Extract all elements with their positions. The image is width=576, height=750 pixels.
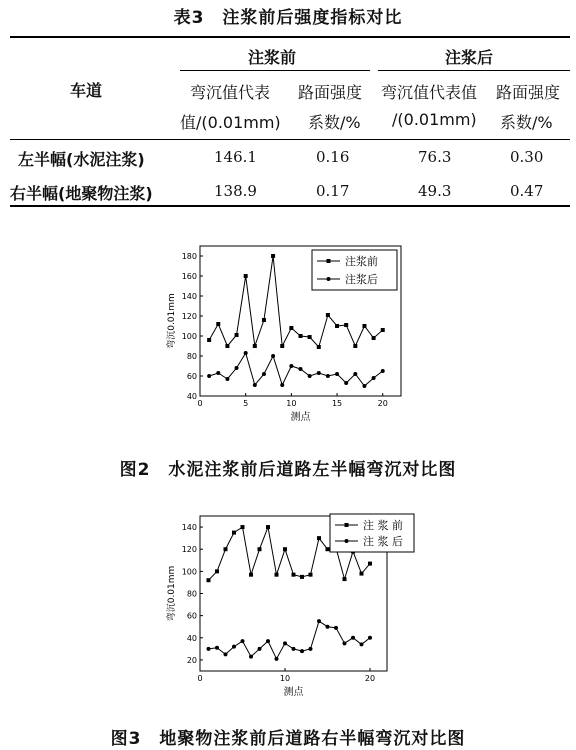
legend-marker [327,259,331,263]
data-point [360,642,364,646]
fig2-caption: 图2 水泥注浆前后道路左半幅弯沉对比图 [119,460,457,480]
data-point [360,572,364,576]
fig3-chart [150,508,420,708]
y-tick-label: 140 [181,292,197,301]
data-point [258,547,262,551]
data-point [299,334,303,338]
y-tick-label: 100 [181,567,197,577]
table-title: 表3 注浆前后强度指标对比 [173,8,403,28]
data-point [368,562,372,566]
y-tick-label: 20 [186,655,197,665]
y-tick-label: 60 [186,372,197,381]
legend-label: 注浆前 [345,255,378,268]
data-point [372,336,376,340]
data-point [372,376,376,380]
table-bottom-rule [10,205,570,207]
data-point [308,374,312,378]
data-point [326,547,330,551]
row-lane-left: 左半幅(水泥注浆) [18,150,145,169]
data-point [317,619,321,623]
data-point [289,364,293,368]
data-point [275,573,279,577]
data-point [351,636,355,640]
data-point [353,372,357,376]
data-point [368,636,372,640]
x-tick-label: 20 [377,399,388,408]
data-point [244,351,248,355]
before-deflection-header-line1: 弯沉值代表 [190,83,271,102]
data-point [262,372,266,376]
y-tick-label: 140 [181,523,197,533]
data-point [335,372,339,376]
data-point [317,345,321,349]
row-left-after-deflection: 76.3 [418,148,452,166]
data-point [289,326,293,330]
lane-header: 车道 [70,81,103,100]
x-tick-label: 15 [331,399,343,408]
data-point [343,641,347,645]
data-point [235,333,239,337]
x-tick-label: 0 [197,674,203,683]
y-tick-label: 180 [181,252,197,261]
data-point [207,647,211,651]
y-axis-label: 弯沉0.01mm [167,293,177,349]
data-point [381,369,385,373]
data-point [262,318,266,322]
table-header-rule-after [378,70,570,71]
fig2-chart [150,238,420,438]
data-point [300,649,304,653]
fig3-caption: 图3 地聚物注浆前后道路右半幅弯沉对比图 [110,729,466,749]
y-tick-label: 40 [186,392,197,401]
data-point [207,338,211,342]
data-point [292,573,296,577]
data-point [344,323,348,327]
data-point [225,344,229,348]
data-point [283,641,287,645]
x-tick-label: 10 [279,674,291,683]
legend-marker [345,539,349,543]
legend-label: 注 浆 后 [363,535,403,548]
x-tick-label: 20 [364,674,376,683]
data-point [224,652,228,656]
row-left-before-strength: 0.16 [316,148,350,166]
data-point [216,322,220,326]
data-point [308,335,312,339]
data-point [241,525,245,529]
before-header: 注浆前 [248,48,297,67]
data-point [335,324,339,328]
data-point [353,344,357,348]
after-strength-header-line1: 路面强度 [496,83,561,102]
data-point [343,577,347,581]
data-point [309,573,313,577]
data-point [249,573,253,577]
data-point [292,647,296,651]
row-right-before-strength: 0.17 [316,182,350,200]
data-point [232,645,236,649]
legend-label: 注浆后 [345,273,378,286]
data-point [215,646,219,650]
x-tick-label: 10 [286,399,297,408]
x-tick-label: 5 [243,399,249,408]
after-strength-header-line2: 系数/% [500,113,553,132]
data-point [235,366,239,370]
data-point [225,377,229,381]
data-point [216,371,220,375]
y-tick-label: 160 [181,272,197,281]
row-left-before-deflection: 146.1 [214,148,257,166]
data-point [253,344,257,348]
data-point [300,575,304,579]
table-header-rule-before [180,70,370,71]
table-mid-rule [10,139,570,140]
data-point [275,657,279,661]
y-tick-label: 100 [181,332,197,341]
data-point [362,324,366,328]
row-right-after-deflection: 49.3 [418,182,452,200]
row-right-after-strength: 0.47 [510,182,544,200]
x-axis-label: 测点 [290,412,311,423]
table-top-rule [10,36,570,38]
data-point [249,655,253,659]
data-point [271,254,275,258]
y-axis-label: 弯沉0.01mm [167,565,177,622]
series-line-2 [209,621,371,659]
x-tick-label: 0 [197,399,203,408]
data-point [299,367,303,371]
data-point [326,313,330,317]
data-point [326,625,330,629]
data-point [317,536,321,540]
data-point [271,354,275,358]
after-deflection-header-line2: /(0.01mm) [392,110,477,129]
row-left-after-strength: 0.30 [510,148,544,166]
legend-label: 注 浆 前 [363,519,403,532]
before-strength-header-line2: 系数/% [308,113,361,132]
y-tick-label: 40 [186,633,197,643]
data-point [224,547,228,551]
data-point [334,626,338,630]
y-tick-label: 120 [181,312,197,321]
row-lane-right: 右半幅(地聚物注浆) [10,184,153,203]
data-point [207,578,211,582]
y-tick-label: 80 [186,352,197,361]
data-point [266,525,270,529]
data-point [215,569,219,573]
data-point [362,384,366,388]
series-line-2 [209,353,383,386]
data-point [381,328,385,332]
legend-marker [327,277,331,281]
data-point [344,381,348,385]
y-tick-label: 60 [186,611,197,621]
data-point [207,374,211,378]
data-point [317,371,321,375]
data-point [232,531,236,535]
y-tick-label: 120 [181,545,197,555]
data-point [326,374,330,378]
data-point [258,647,262,651]
after-header: 注浆后 [445,48,494,67]
data-point [280,344,284,348]
data-point [253,383,257,387]
data-point [283,547,287,551]
legend-marker [345,523,349,527]
y-tick-label: 80 [186,589,197,599]
data-point [244,274,248,278]
x-axis-label: 测点 [283,687,304,698]
data-point [309,647,313,651]
after-deflection-header-line1: 弯沉值代表值 [381,83,478,102]
before-deflection-header-line2: 值/(0.01mm) [180,113,281,132]
before-strength-header-line1: 路面强度 [298,83,363,102]
data-point [266,639,270,643]
data-point [241,639,245,643]
data-point [280,383,284,387]
row-right-before-deflection: 138.9 [214,182,257,200]
